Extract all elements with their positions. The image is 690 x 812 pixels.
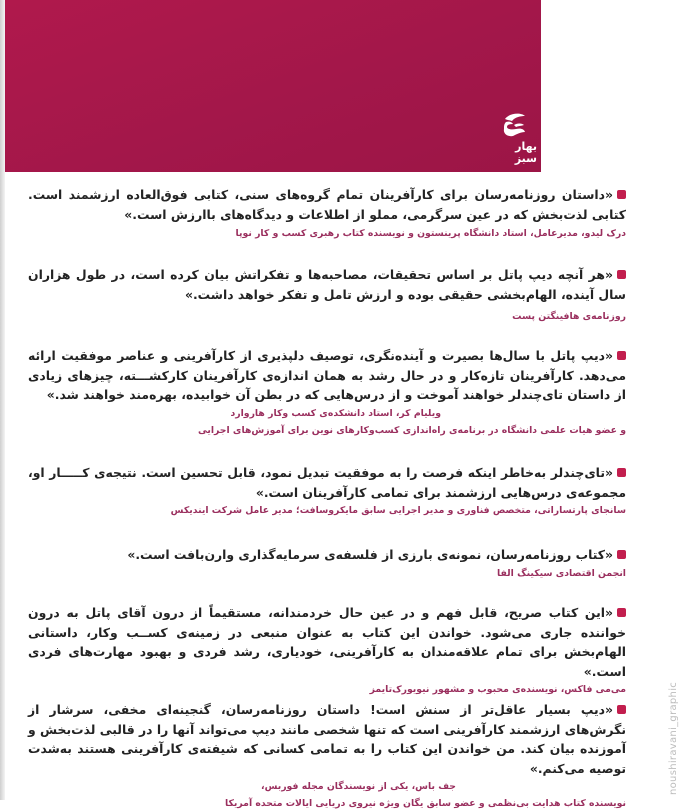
square-bullet-icon	[617, 608, 626, 617]
publisher-name: بهار سبز	[514, 140, 537, 165]
testimonial-6	[28, 603, 626, 698]
quote-attribution: درک لیدو، مدیرعامل، استاد دانشگاه پرینستون و نویسنده کتاب رهبری کسب و کار نوپا	[235, 228, 626, 239]
testimonial-1	[28, 185, 626, 242]
quote-attribution: سانجای پارتساراتی، متخصص فناوری و مدیر اجرایی سابق مایکروسافت؛ مدیر عامل شرکت ایندیکس	[170, 505, 626, 516]
quote-text: «تای‌چندلر به‌خاطر اینکه فرصت را به موفقیت تبدیل نمود، قابل تحسین است. نتیجه‌ی کـــــار او، مجموعه‌ی درس‌هایی ارزشمند برای تمامی کارآفرینان است.»	[28, 465, 626, 500]
book-stack-icon	[499, 110, 529, 140]
quote-text: «داستان روزنامه‌رسان برای کارآفرینان تمام گروه‌های سنی، کتابی فوق‌العاده ارزشمند است. کتابی لذت‌بخش که در عین سرگرمی، مملو از اطلاعات و دیدگاه‌های باارزش است.»	[28, 187, 626, 222]
square-bullet-icon	[617, 351, 626, 360]
square-bullet-icon	[617, 270, 626, 279]
square-bullet-icon	[617, 468, 626, 477]
quote-attribution: انجمن اقتصادی سیکینگ الفا	[496, 567, 626, 579]
testimonial-4	[28, 463, 626, 519]
quote-text: «دیپ بسیار عاقل‌تر از سنش است! داستان روزنامه‌رسان، گنجینه‌ای مخفی، سرشار از نگرش‌های ارزشمند کارآفرینی است که تنها شخصی مانند دیپ می‌تواند آنها را در قالبی لذت‌بخش و آموزنده بیان کند. من خواندن این کتاب را به تمامی کسانی که شیفته‌ی کارآفرینی هستند به‌شدت توصیه می‌کنم.»	[28, 702, 626, 776]
square-bullet-icon	[617, 705, 626, 714]
publisher-logo	[491, 110, 537, 165]
testimonial-7	[28, 700, 626, 812]
quote-attribution-line-2: و عضو هیات علمی دانشگاه در برنامه‌ی راه‌اندازی کسب‌وکارهای نوین برای آموزش‌های اجرایی	[197, 424, 626, 436]
square-bullet-icon	[617, 190, 626, 199]
quote-text: «کتاب روزنامه‌رسان، نمونه‌ی بارزی از فلسفه‌ی سرمایه‌گذاری وارن‌بافت است.»	[127, 547, 613, 562]
testimonial-3	[28, 346, 626, 439]
cover-header-band	[5, 0, 541, 172]
watermark-text: noushiravani_graphic	[668, 681, 679, 795]
quote-attribution: روزنامه‌ی هافینگتن پست	[512, 311, 626, 322]
testimonial-2	[28, 265, 626, 325]
quote-text: «دیپ پاتل با سال‌ها بصیرت و آینده‌نگری، توصیف دلپذیری از کارآفرینی و عناصر موفقیت ارائه می‌دهد. کارآفرینان تازه‌کار و در حال رشد به همان اندازه‌ی کارآفرینان کارکشـــته، چیزهای زیادی از داستان تای‌چندلر خواهند آموخت و از درس‌هایی که در بطن آن خوابیده، بهره‌مند خواهند شد.»	[28, 348, 626, 402]
testimonial-5	[28, 545, 626, 582]
quote-attribution: می‌می فاکس، نویسنده‌ی محبوب و مشهور نیویورک‌تایمز	[369, 684, 626, 695]
quote-text: «هر آنچه دیپ پاتل بر اساس تحقیقات، مصاحبه‌ها و تفکراتش بیان کرده است، در طول هزاران سال آینده، الهام‌بخشی حقیقی بوده و ارزش تامل و تفکر خواهد داشت.»	[28, 267, 626, 302]
square-bullet-icon	[617, 550, 626, 559]
quote-attribution: جف باس، یکی از نویسندگان مجله فوربس،	[261, 781, 456, 792]
quote-attribution: ویلیام کر، استاد دانشکده‌ی کسب وکار هاروارد	[230, 407, 441, 419]
quote-attribution-line-2: نویسنده کتاب هدایت بی‌نظمی و عضو سابق یگان ویژه نیروی دریایی ایالات متحده آمریکا	[225, 798, 626, 809]
quote-text: «این کتاب صریح، قابل فهم و در عین حال خردمندانه، مستقیماً از درون آقای پاتل به درون خواننده جاری می‌شود. خواندن این کتاب به عنوان منبعی در زمینه‌ی کســب وکار، داستانی الهام‌بخش برای تمام علاقه‌مندان به کارآفرینی، خودیاری، رشد فردی و بهبود مهارت‌های فردی است.»	[28, 605, 626, 679]
